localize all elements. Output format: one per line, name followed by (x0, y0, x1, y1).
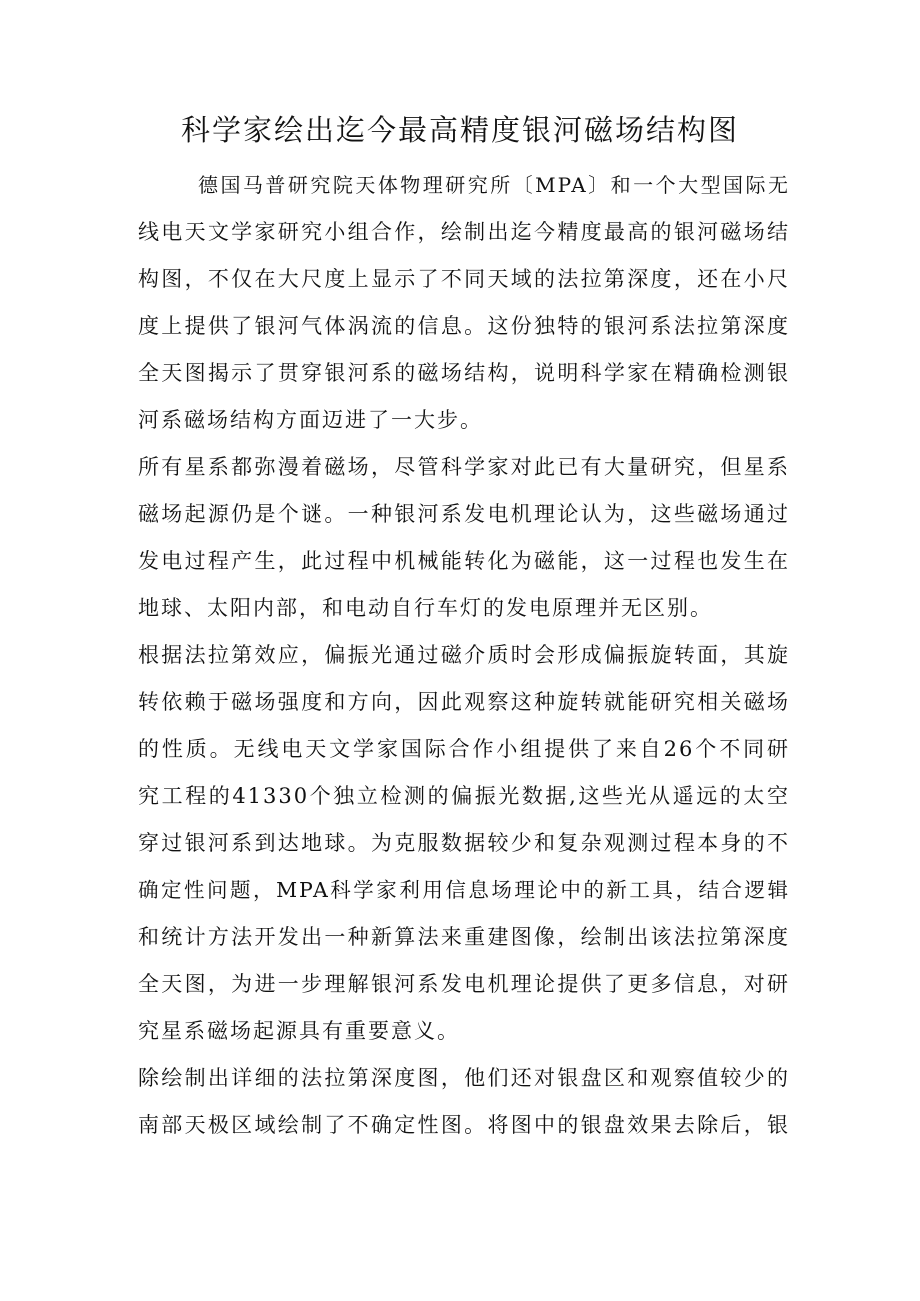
paragraph-1-line-6: 河系磁场结构方面迈进了一大步。 (138, 408, 483, 432)
paragraph-3-line-6: 确定性问题，MPA科学家利用信息场理论中的新工具，结合逻辑 (138, 878, 790, 902)
paragraph-3-line-9: 究星系磁场起源具有重要意义。 (138, 1019, 460, 1043)
paragraph-1-line-2: 线电天文学家研究小组合作，绘制出迄今精度最高的银河磁场结 (138, 220, 790, 244)
paragraph-1-line-3: 构图，不仅在大尺度上显示了不同天域的法拉第深度，还在小尺 (138, 267, 790, 291)
paragraph-3-line-8: 全天图，为进一步理解银河系发电机理论提供了更多信息，对研 (138, 972, 790, 996)
paragraph-2-line-2: 磁场起源仍是个谜。一种银河系发电机理论认为，这些磁场通过 (138, 502, 790, 526)
paragraph-2-line-4: 地球、太阳内部，和电动自行车灯的发电原理并无区别。 (138, 596, 713, 620)
paragraph-2-line-3: 发电过程产生，此过程中机械能转化为磁能，这一过程也发生在 (138, 549, 790, 573)
article-body (138, 162, 790, 1149)
paragraph-3-line-1: 根据法拉第效应，偏振光通过磁介质时会形成偏振旋转面，其旋 (138, 643, 790, 667)
paragraph-1-line-4: 度上提供了银河气体涡流的信息。这份独特的银河系法拉第深度 (138, 314, 790, 338)
paragraph-1-line-1: 德国马普研究院天体物理研究所〔MPA〕和一个大型国际无 (198, 173, 790, 197)
paragraph-2-line-1: 所有星系都弥漫着磁场，尽管科学家对此已有大量研究，但星系 (138, 455, 790, 479)
paragraph-3-line-4: 究工程的41330个独立检测的偏振光数据,这些光从遥远的太空 (138, 784, 790, 808)
paragraph-3-line-3: 的性质。无线电天文学家国际合作小组提供了来自26个不同研 (138, 737, 790, 761)
paragraph-3-line-5: 穿过银河系到达地球。为克服数据较少和复杂观测过程本身的不 (138, 831, 790, 855)
paragraph-4-line-1: 除绘制出详细的法拉第深度图，他们还对银盘区和观察值较少的 (138, 1066, 790, 1090)
paragraph-3-line-2: 转依赖于磁场强度和方向，因此观察这种旋转就能研究相关磁场 (138, 690, 790, 714)
paragraph-4-line-2: 南部天极区域绘制了不确定性图。将图中的银盘效果去除后，银 (138, 1113, 790, 1137)
paragraph-3-line-7: 和统计方法开发出一种新算法来重建图像，绘制出该法拉第深度 (138, 925, 790, 949)
paragraph-1-line-5: 全天图揭示了贯穿银河系的磁场结构，说明科学家在精确检测银 (138, 361, 790, 385)
article-title: 科学家绘出迄今最高精度银河磁场结构图 (180, 113, 739, 147)
